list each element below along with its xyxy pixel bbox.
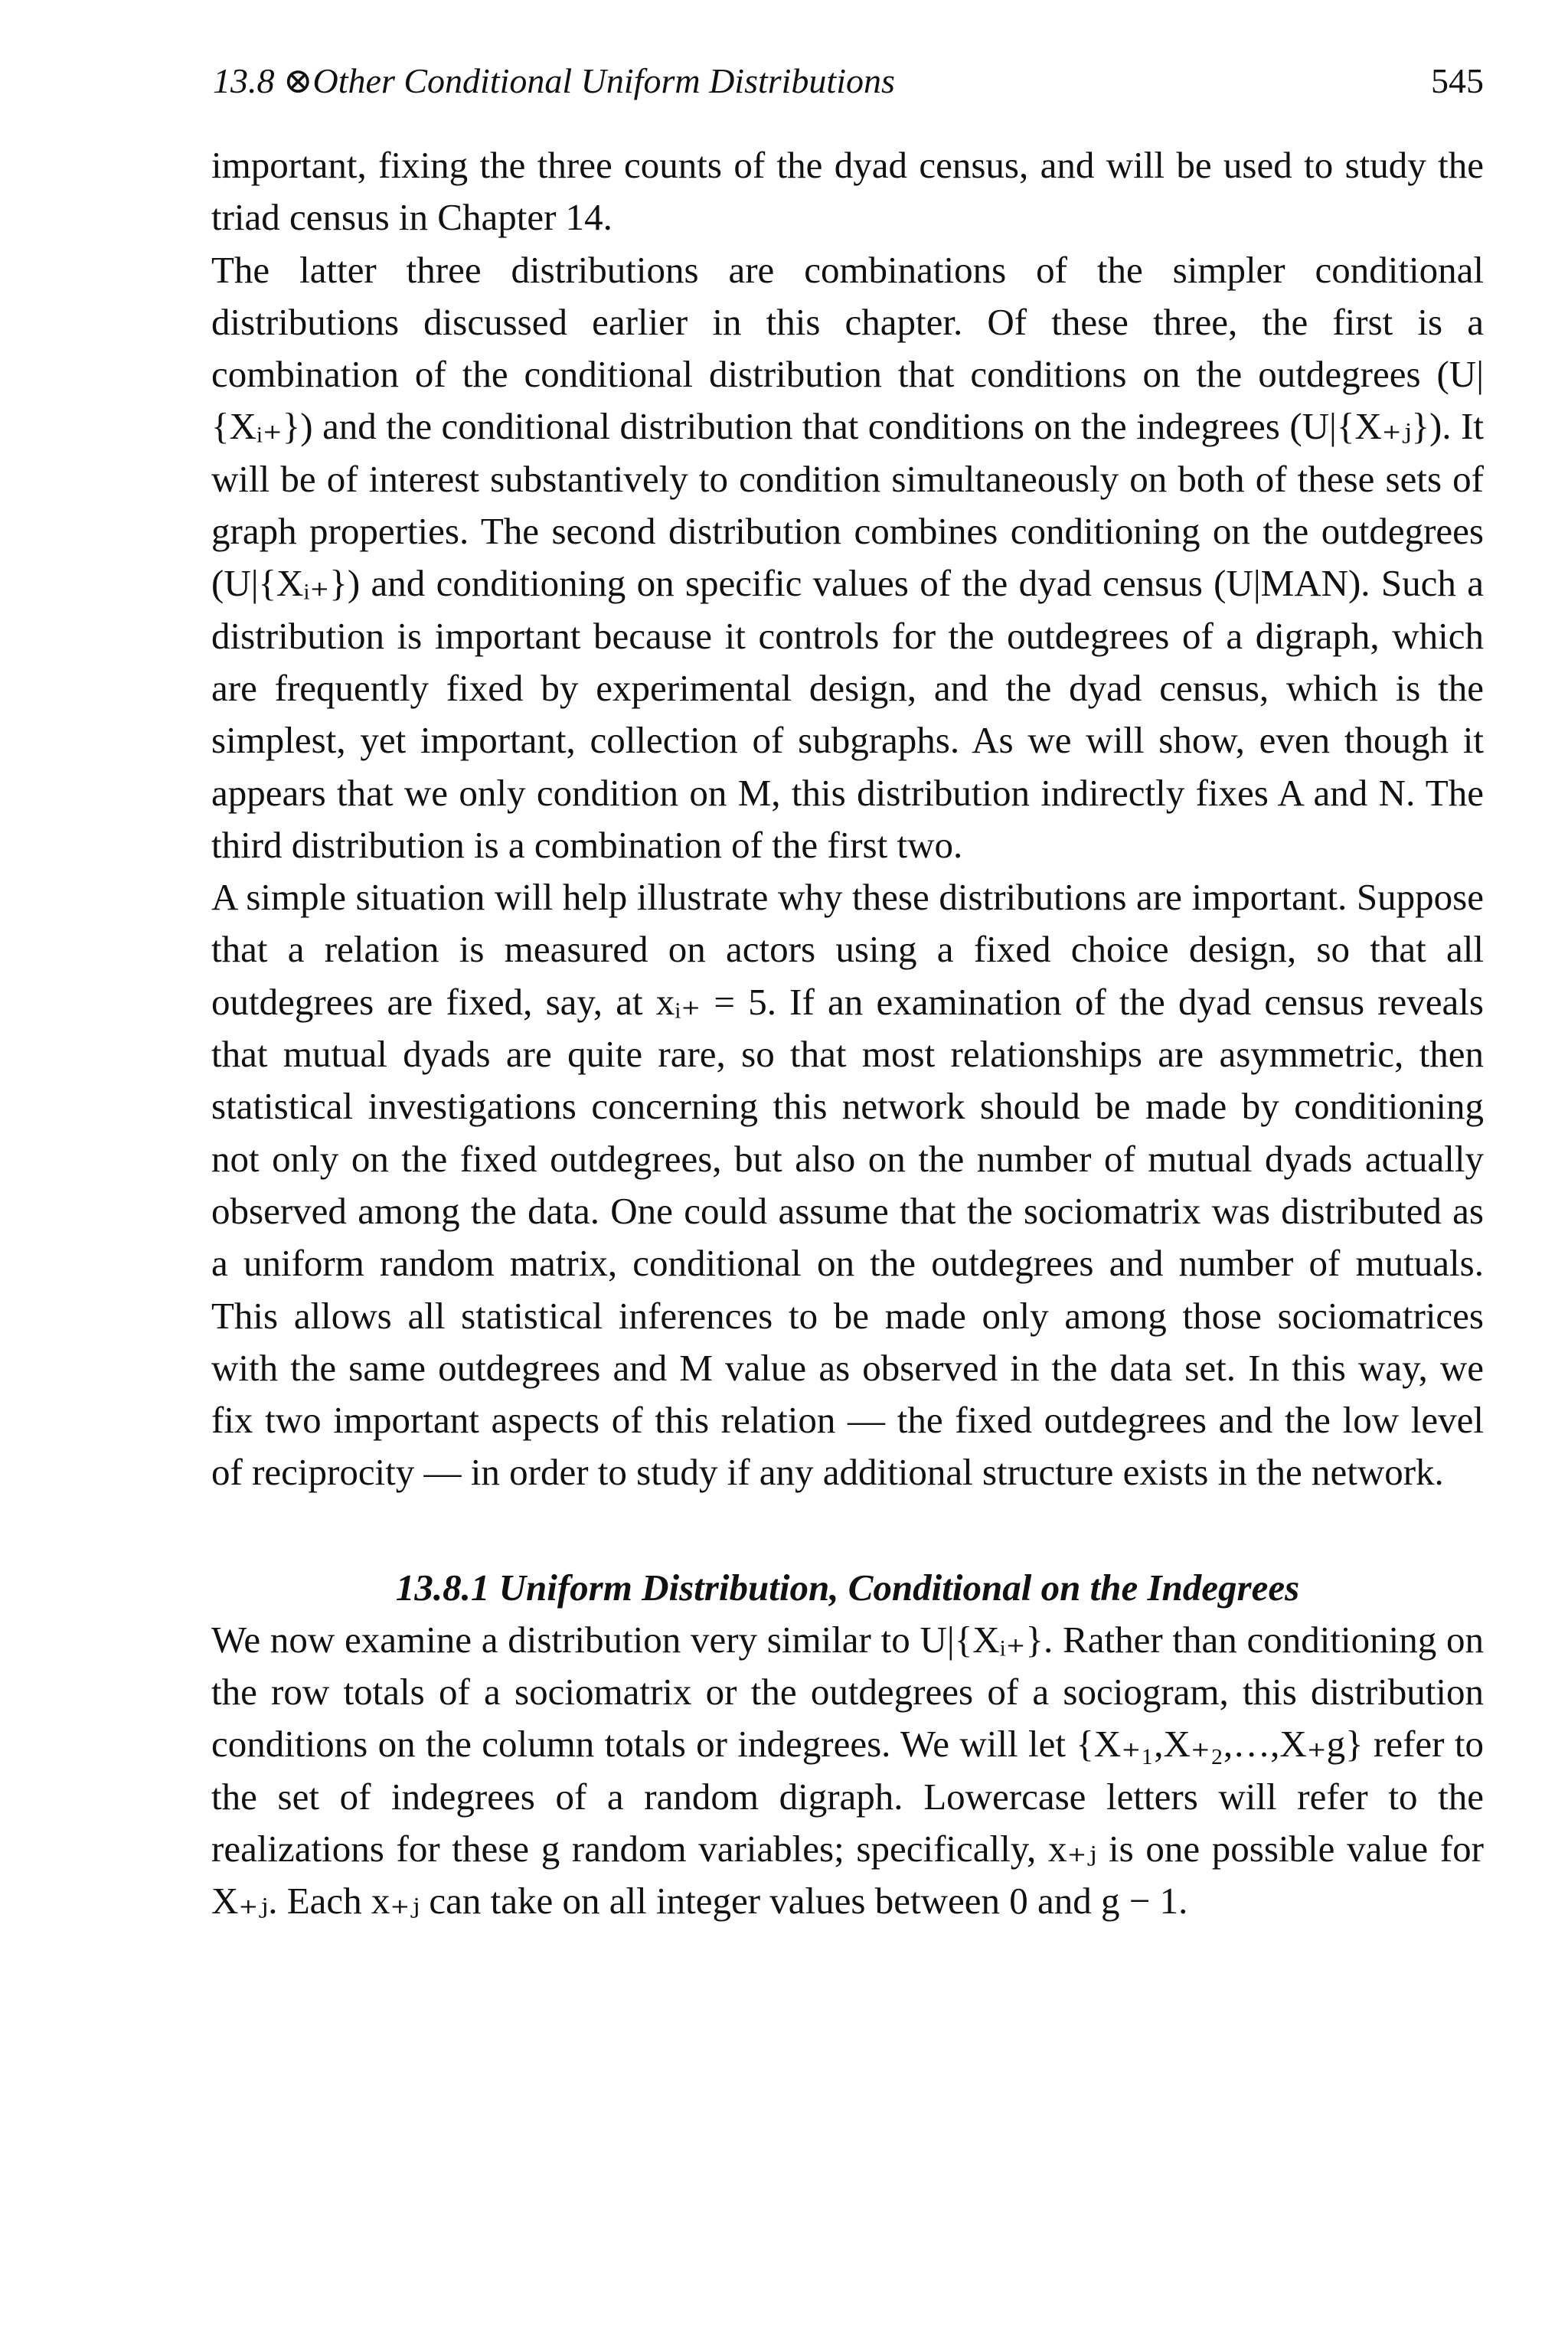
paragraph: A simple situation will help illustrate why these distributions are important. Suppose that a relation is measured on actors using a fixed choice design, so that all outdegrees are fixed, say, at xᵢ₊ = 5. If an examination of the dyad census reveals that mutual dyads are quite rare, so that most relationships are asymmetric, then statistical investigations concerning this network should be made by conditioning not only on the fixed outdegrees, but also on the number of mutual dyads actually observed among the data. One could assume that the sociomatrix was distributed as a uniform random matrix, conditional on the outdegrees and number of mutuals. This allows all statistical inferences to be made only among those sociomatrices with the same outdegrees and M value as observed in the data set. In this way, we fix two important aspects of this relation — the fixed outdegrees and the low level of reciprocity — in order to study if any additional structure exists in the network. — [211, 876, 1484, 1494]
paragraph: The latter three distributions are combinations of the simpler conditional distributions discussed earlier in this chapter. Of these three, the first is a combination of the conditional distribution that conditions on the outdegrees (U|{Xᵢ₊}) and the conditional distribution that conditions on the indegrees (U|{X₊ⱼ}). It will be of interest substantively to condition simultaneously on both of these sets of graph properties. The second distribution combines conditioning on the outdegrees (U|{Xᵢ₊}) and conditioning on specific values of the dyad census (U|MAN). Such a distribution is important because it controls for the outdegrees of a digraph, which are frequently fixed by experimental design, and the dyad census, which is the simplest, yet important, collection of subgraphs. As we will show, even though it appears that we only condition on M, this distribution indirectly fixes A and N. The third distribution is a combination of the first two. — [211, 248, 1484, 866]
body-text — [211, 139, 1484, 1928]
running-title: 13.8 ⊗Other Conditional Uniform Distributions — [213, 61, 895, 100]
running-header — [213, 60, 1484, 113]
paragraph-continued: important, fixing the three counts of the dyad census, and will be used to study the triad census in Chapter 14. — [211, 144, 1484, 239]
page-number: 545 — [1431, 61, 1484, 100]
subsection-heading: 13.8.1 Uniform Distribution, Conditional on the Indegrees — [395, 1566, 1300, 1609]
paragraph: We now examine a distribution very similar to U|{Xᵢ₊}. Rather than conditioning on the row totals of a sociomatrix or the outdegrees of a sociogram, this distribution conditions on the column totals or indegrees. We will let {X₊₁,X₊₂,…,X₊g} refer to the set of indegrees of a random digraph. Lowercase letters will refer to the realizations for these g random variables; specifically, x₊ⱼ is one possible value for X₊ⱼ. Each x₊ⱼ can take on all integer values between 0 and g − 1. — [211, 1618, 1484, 1923]
